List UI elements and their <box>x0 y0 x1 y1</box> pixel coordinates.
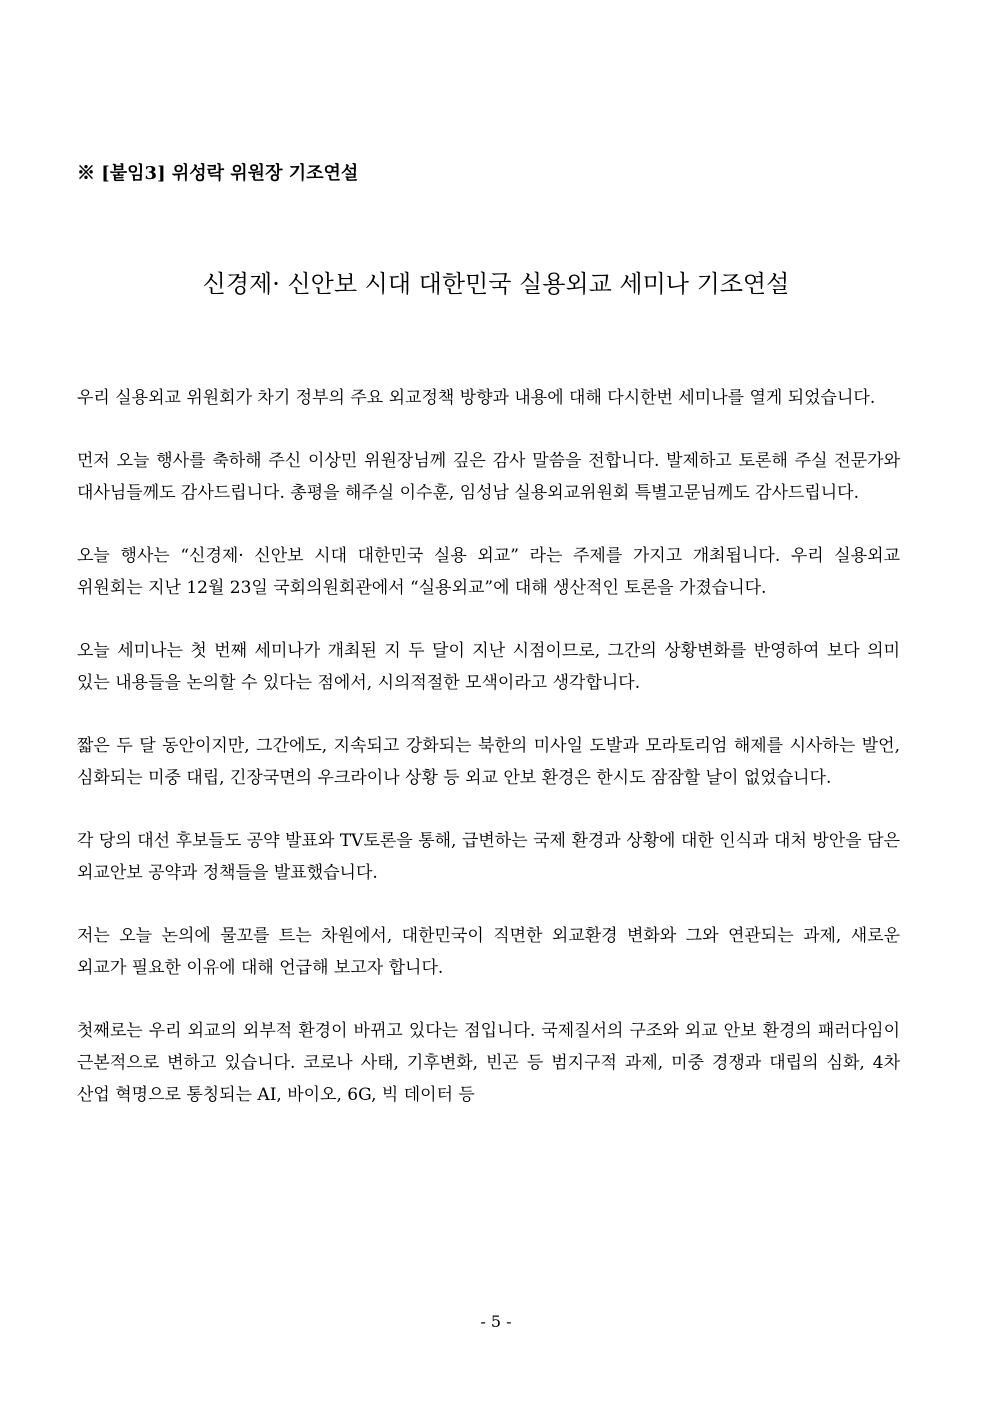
paragraph: 첫째로는 우리 외교의 외부적 환경이 바뀌고 있다는 점입니다. 국제질서의 구조와 외교 안보 환경의 패러다임이 근본적으로 변하고 있습니다. 코로나 사태, 기후변화, 빈곤 등 범지구적 과제, 미중 경쟁과 대립의 심화, 4차 산업 혁명으로 통칭되는 AI, 바이오, 6G, 빅 데이터 등 <box>77 1021 900 1105</box>
paragraph: 오늘 세미나는 첫 번째 세미나가 개최된 지 두 달이 지난 시점이므로, 그간의 상황변화를 반영하여 보다 의미 있는 내용들을 논의할 수 있다는 점에서, 시의적절한 모색이라고 생각합니다. <box>77 641 900 693</box>
paragraph: 우리 실용외교 위원회가 차기 정부의 주요 외교정책 방향과 내용에 대해 다시한번 세미나를 열게 되었습니다. <box>77 388 876 408</box>
paragraph: 짧은 두 달 동안이지만, 그간에도, 지속되고 강화되는 북한의 미사일 도발과 모라토리엄 해제를 시사하는 발언, 심화되는 미중 대립, 긴장국면의 우크라이나 상황 등 외교 안보 환경은 한시도 잠잠할 날이 없었습니다. <box>77 736 900 788</box>
attachment-label: ※ [붙임3] 위성락 위원장 기조연설 <box>77 163 359 184</box>
page-number: - 5 - <box>480 1312 512 1331</box>
paragraph: 오늘 행사는 “신경제· 신안보 시대 대한민국 실용 외교” 라는 주제를 가지고 개최됩니다. 우리 실용외교 위원회는 지난 12월 23일 국회의원회관에서 “실용외교”에 대해 생산적인 토론을 가졌습니다. <box>77 546 900 598</box>
document-title: 신경제· 신안보 시대 대한민국 실용외교 세미나 기조연설 <box>202 270 790 298</box>
paragraph: 먼저 오늘 행사를 축하해 주신 이상민 위원장님께 깊은 감사 말씀을 전합니다. 발제하고 토론해 주실 전문가와 대사님들께도 감사드립니다. 총평을 해주실 이수훈, 임성남 실용외교위원회 특별고문님께도 감사드립니다. <box>77 451 900 503</box>
body-text <box>77 382 900 1142</box>
paragraph: 각 당의 대선 후보들도 공약 발표와 TV토론을 통해, 급변하는 국제 환경과 상황에 대한 인식과 대처 방안을 담은 외교안보 공약과 정책들을 발표했습니다. <box>77 831 900 883</box>
paragraph: 저는 오늘 논의에 물꼬를 트는 차원에서, 대한민국이 직면한 외교환경 변화와 그와 연관되는 과제, 새로운 외교가 필요한 이유에 대해 언급해 보고자 합니다. <box>77 926 900 978</box>
